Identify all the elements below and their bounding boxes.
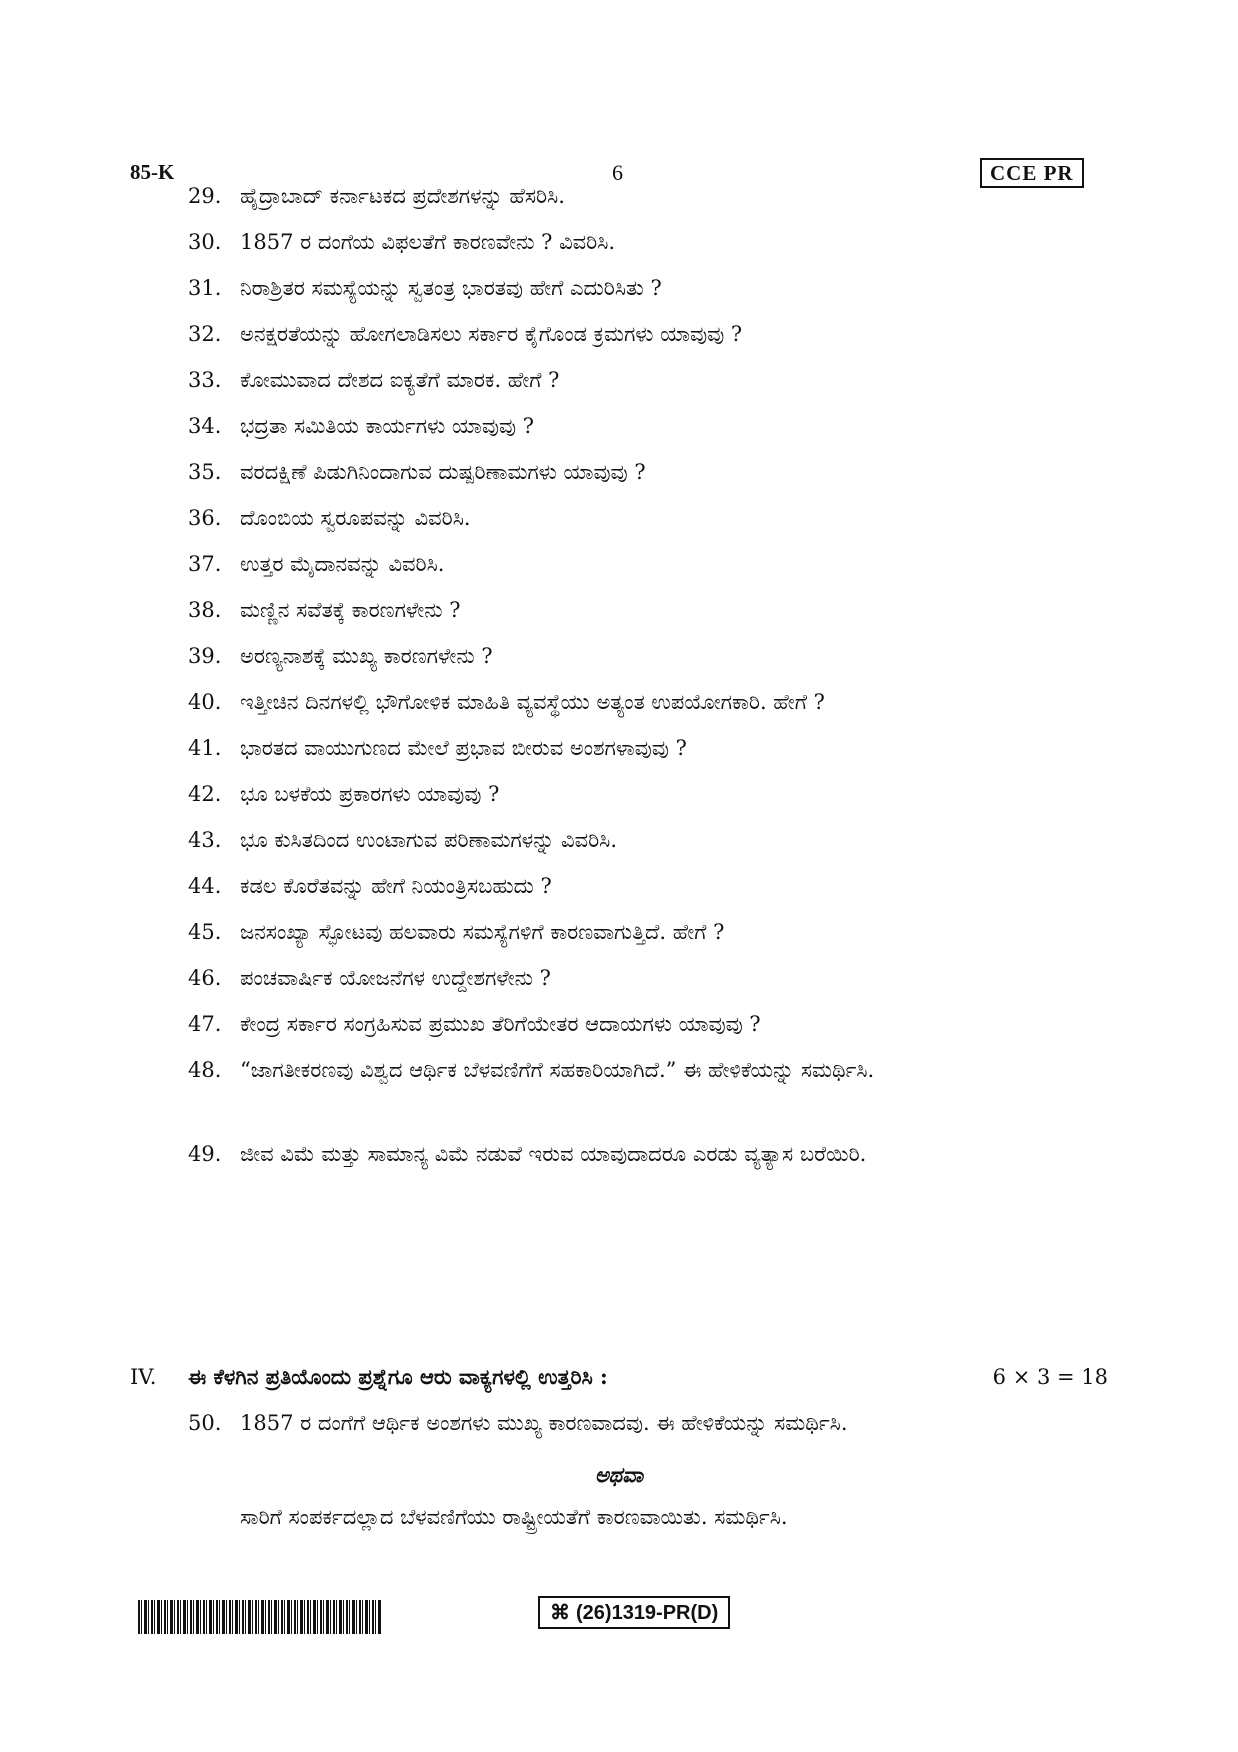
question-38 [188, 591, 1108, 629]
question-number: 33. [188, 368, 222, 392]
question-text: “ಜಾಗತೀಕರಣವು ವಿಶ್ವದ ಆರ್ಥಿಕ ಬೆಳವಣಿಗೆಗೆ ಸಹಕಾರಿಯಾಗಿದೆ.” ಈ ಹೇಳಿಕೆಯನ್ನು ಸಮರ್ಥಿಸಿ. [240, 1058, 875, 1082]
question-number: 30. [188, 230, 222, 254]
question-text: ಜನಸಂಖ್ಯಾ ಸ್ಫೋಟವು ಹಲವಾರು ಸಮಸ್ಯೆಗಳಿಗೆ ಕಾರಣವಾಗುತ್ತಿದೆ. ಹೇಗೆ ? [240, 920, 725, 944]
question-number: 31. [188, 276, 222, 300]
question-text: ಭದ್ರತಾ ಸಮಿತಿಯ ಕಾರ್ಯಗಳು ಯಾವುವು ? [240, 414, 534, 438]
question-number: 42. [188, 782, 222, 806]
question-37 [188, 545, 1108, 583]
question-text: ಭೂ ಬಳಕೆಯ ಪ್ರಕಾರಗಳು ಯಾವುವು ? [240, 782, 500, 806]
question-number: 50. [188, 1411, 222, 1435]
question-47 [188, 1005, 1108, 1043]
question-text: ಕೇಂದ್ರ ಸರ್ಕಾರ ಸಂಗ್ರಹಿಸುವ ಪ್ರಮುಖ ತೆರಿಗೆಯೇತರ ಆದಾಯಗಳು ಯಾವುವು ? [240, 1012, 761, 1036]
question-text: 1857 ರ ದಂಗೆಯ ವಿಫಲತೆಗೆ ಕಾರಣವೇನು ? ವಿವರಿಸಿ. [240, 230, 616, 254]
question-43 [188, 821, 1108, 859]
question-29 [188, 177, 1108, 215]
question-number: 29. [188, 184, 222, 208]
question-number: 34. [188, 414, 222, 438]
section-number: IV. [130, 1365, 157, 1389]
question-text: ಕಡಲ ಕೊರೆತವನ್ನು ಹೇಗೆ ನಿಯಂತ್ರಿಸಬಹುದು ? [240, 874, 552, 898]
question-text: ವರದಕ್ಷಿಣೆ ಪಿಡುಗಿನಿಂದಾಗುವ ದುಷ್ಪರಿಣಾಮಗಳು ಯಾವುವು ? [240, 460, 646, 484]
alternative-question: ಸಾರಿಗೆ ಸಂಪರ್ಕದಲ್ಲಾದ ಬೆಳವಣಿಗೆಯು ರಾಷ್ಟ್ರೀಯತೆಗೆ ಕಾರಣವಾಯಿತು. ಸಮರ್ಥಿಸಿ. [240, 1505, 788, 1529]
question-number: 43. [188, 828, 222, 852]
question-45 [188, 913, 1108, 951]
question-text: ಕೋಮುವಾದ ದೇಶದ ಐಕ್ಯತೆಗೆ ಮಾರಕ. ಹೇಗೆ ? [240, 368, 560, 392]
question-34 [188, 407, 1108, 445]
booklet-code [538, 1596, 730, 1629]
question-text: ಮಣ್ಣಿನ ಸವೆತಕ್ಕೆ ಕಾರಣಗಳೇನು ? [240, 598, 461, 622]
question-text: ಪಂಚವಾರ್ಷಿಕ ಯೋಜನೆಗಳ ಉದ್ದೇಶಗಳೇನು ? [240, 966, 551, 990]
question-32 [188, 315, 1108, 353]
or-separator: ಅಥವಾ [594, 1462, 644, 1487]
question-text: ಹೈದ್ರಾಬಾದ್ ಕರ್ನಾಟಕದ ಪ್ರದೇಶಗಳನ್ನು ಹೆಸರಿಸಿ. [240, 184, 565, 208]
question-31 [188, 269, 1108, 307]
question-text: ಭಾರತದ ವಾಯುಗುಣದ ಮೇಲೆ ಪ್ರಭಾವ ಬೀರುವ ಅಂಶಗಳಾವುವು ? [240, 736, 687, 760]
question-48 [188, 1051, 1108, 1089]
question-text: ಇತ್ತೀಚಿನ ದಿನಗಳಲ್ಲಿ ಭೌಗೋಳಿಕ ಮಾಹಿತಿ ವ್ಯವಸ್ಥೆಯು ಅತ್ಯಂತ ಉಪಯೋಗಕಾರಿ. ಹೇಗೆ ? [240, 690, 825, 714]
question-number: 38. [188, 598, 222, 622]
question-number: 47. [188, 1012, 222, 1036]
question-number: 37. [188, 552, 222, 576]
section-instruction: ಈ ಕೆಳಗಿನ ಪ್ರತಿಯೊಂದು ಪ್ರಶ್ನೆಗೂ ಆರು ವಾಕ್ಯಗಳಲ್ಲಿ ಉತ್ತರಿಸಿ : [188, 1364, 608, 1389]
question-text: ಭೂ ಕುಸಿತದಿಂದ ಉಂಟಾಗುವ ಪರಿಣಾಮಗಳನ್ನು ವಿವರಿಸಿ. [240, 828, 617, 852]
question-text: ಜೀವ ವಿಮೆ ಮತ್ತು ಸಾಮಾನ್ಯ ವಿಮೆ ನಡುವೆ ಇರುವ ಯಾವುದಾದರೂ ಎರಡು ವ್ಯತ್ಯಾಸ ಬರೆಯಿರಿ. [240, 1142, 867, 1166]
question-number: 49. [188, 1142, 222, 1166]
question-text: ಉತ್ತರ ಮೈದಾನವನ್ನು ವಿವರಿಸಿ. [240, 552, 445, 576]
paper-code: 85-K [130, 160, 175, 184]
page-number: 6 [612, 160, 623, 185]
question-42 [188, 775, 1108, 813]
question-40 [188, 683, 1108, 721]
question-36 [188, 499, 1108, 537]
command-symbol-icon: ⌘ [550, 1602, 570, 1624]
booklet-code-text: (26)1319-PR(D) [576, 1602, 719, 1624]
question-number: 32. [188, 322, 222, 346]
section-iv-heading [130, 1358, 1108, 1396]
question-text: ಅನಕ್ಷರತೆಯನ್ನು ಹೋಗಲಾಡಿಸಲು ಸರ್ಕಾರ ಕೈಗೊಂಡ ಕ್ರಮಗಳು ಯಾವುವು ? [240, 322, 743, 346]
series-box: CCE PR [980, 158, 1084, 188]
question-number: 45. [188, 920, 222, 944]
question-33 [188, 361, 1108, 399]
question-number: 48. [188, 1058, 222, 1082]
question-text: ಅರಣ್ಯನಾಶಕ್ಕೆ ಮುಖ್ಯ ಕಾರಣಗಳೇನು ? [240, 644, 493, 668]
question-number: 44. [188, 874, 222, 898]
question-number: 40. [188, 690, 222, 714]
question-44 [188, 867, 1108, 905]
question-49 [188, 1135, 1108, 1173]
question-number: 35. [188, 460, 222, 484]
question-number: 41. [188, 736, 222, 760]
section-marks: 6 × 3 = 18 [992, 1365, 1108, 1389]
question-35 [188, 453, 1108, 491]
question-text: ದೊಂಬಿಯ ಸ್ವರೂಪವನ್ನು ವಿವರಿಸಿ. [240, 506, 471, 530]
question-46 [188, 959, 1108, 997]
barcode [138, 1600, 382, 1634]
question-50 [188, 1404, 1108, 1442]
question-text: 1857 ರ ದಂಗೆಗೆ ಆರ್ಥಿಕ ಅಂಶಗಳು ಮುಖ್ಯ ಕಾರಣವಾದವು. ಈ ಹೇಳಿಕೆಯನ್ನು ಸಮರ್ಥಿಸಿ. [240, 1411, 848, 1435]
question-number: 36. [188, 506, 222, 530]
question-number: 46. [188, 966, 222, 990]
question-number: 39. [188, 644, 222, 668]
question-39 [188, 637, 1108, 675]
question-30 [188, 223, 1108, 261]
question-41 [188, 729, 1108, 767]
question-text: ನಿರಾಶ್ರಿತರ ಸಮಸ್ಯೆಯನ್ನು ಸ್ವತಂತ್ರ ಭಾರತವು ಹೇಗೆ ಎದುರಿಸಿತು ? [240, 276, 662, 300]
